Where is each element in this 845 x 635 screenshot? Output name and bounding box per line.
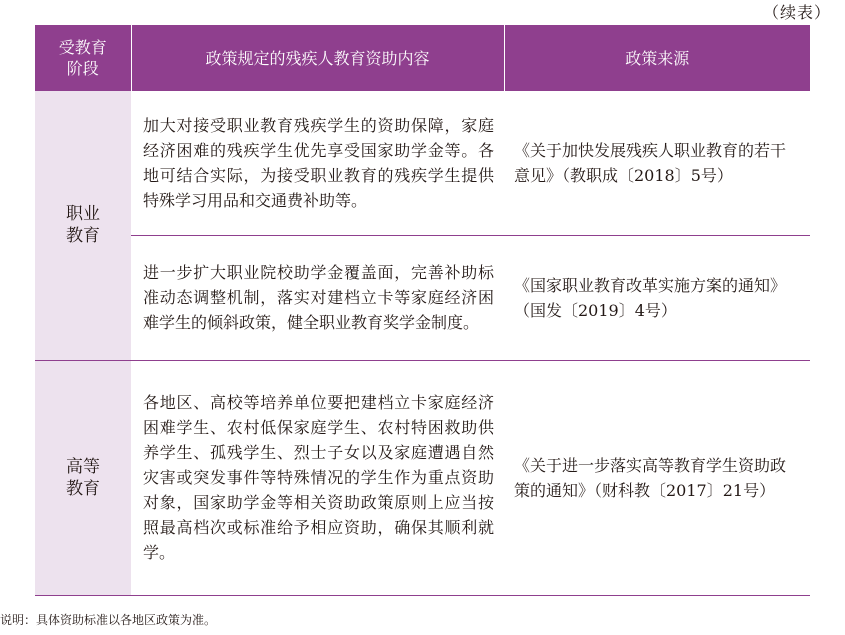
table-row bbox=[35, 235, 810, 360]
stage-cell-higher bbox=[35, 360, 131, 595]
continued-label: （续表） bbox=[762, 3, 831, 22]
stage-label-line2: 教育 bbox=[66, 478, 100, 499]
header-stage bbox=[35, 25, 131, 91]
source-cell: 《关于进一步落实高等教育学生资助政策的通知》（财科教〔2017〕21号） bbox=[504, 360, 810, 595]
policy-table bbox=[35, 25, 810, 596]
footnote: 说明：具体资助标准以各地区政策为准。 bbox=[0, 613, 217, 627]
content-cell: 进一步扩大职业院校助学金覆盖面，完善补助标准动态调整机制，落实对建档立卡等家庭经济困难学生的倾斜政策，健全职业教育奖学金制度。 bbox=[143, 263, 494, 332]
content-cell: 加大对接受职业教育残疾学生的资助保障，家庭经济困难的残疾学生优先享受国家助学金等。各地可结合实际，为接受职业教育的残疾学生提供特殊学习用品和交通费补助等。 bbox=[131, 91, 504, 235]
stage-label-line1: 职业 bbox=[66, 204, 100, 225]
header-stage-line1: 受教育 bbox=[58, 38, 107, 57]
content-cell: 各地区、高校等培养单位要把建档立卡家庭经济困难学生、农村低保家庭学生、农村特困救助供养学生、孤残学生、烈士子女以及家庭遭遇自然灾害或突发事件等特殊情况的学生作为重点资助对象，国家助学金等相关资助政策原则上应当按照最高档次或标准给予相应资助，确保其顺利就学。 bbox=[131, 360, 504, 595]
stage-label-line2: 教育 bbox=[66, 226, 100, 247]
table-row bbox=[35, 360, 810, 595]
header-content: 政策规定的残疾人教育资助内容 bbox=[131, 25, 504, 91]
table-row bbox=[35, 91, 810, 235]
stage-cell-vocational bbox=[35, 91, 131, 360]
source-cell: 《国家职业教育改革实施方案的通知》（国发〔2019〕4号） bbox=[514, 275, 787, 320]
header-source: 政策来源 bbox=[625, 48, 690, 68]
stage-label-line1: 高等 bbox=[66, 456, 100, 477]
source-cell: 《关于加快发展残疾人职业教育的若干意见》（教职成〔2018〕5号） bbox=[504, 91, 810, 235]
table-header-row bbox=[35, 25, 810, 91]
header-stage-line2: 阶段 bbox=[66, 59, 99, 78]
